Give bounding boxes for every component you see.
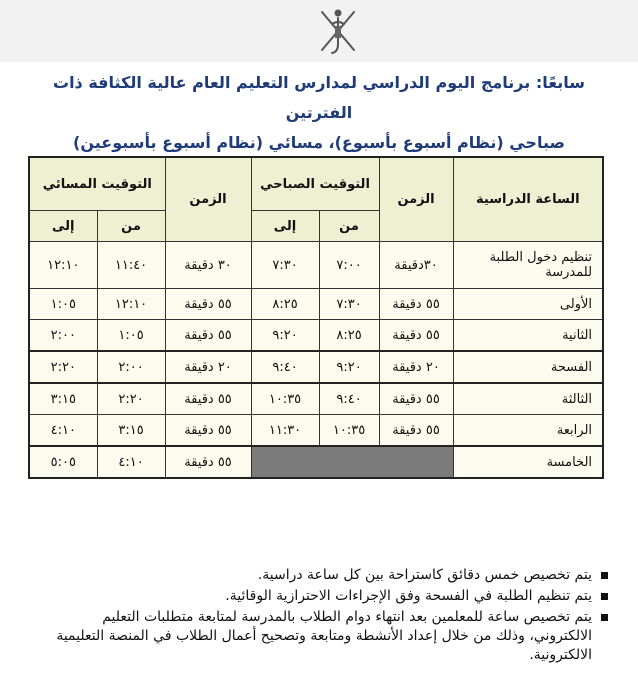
pm-to-cell: ٤:١٠ (29, 415, 97, 447)
title-text: برنامج اليوم الدراسي لمدارس التعليم العام عالية الكثافة ذات الفترتين (52, 73, 531, 122)
pm-duration-cell: ٥٥ دقيقة (165, 415, 251, 447)
am-duration-cell: ٥٥ دقيقة (379, 289, 453, 320)
list-item (48, 608, 608, 665)
period-cell: الثانية (453, 320, 603, 352)
am-duration-cell: ٢٠ دقيقة (379, 351, 453, 383)
pm-to-cell: ٢:٢٠ (29, 351, 97, 383)
pm-from-cell: ١:٠٥ (97, 320, 165, 352)
note-text: يتم تخصيص خمس دقائق كاستراحة بين كل ساعة دراسية. (257, 567, 592, 583)
table-row (29, 242, 603, 289)
period-cell: الثالثة (453, 383, 603, 415)
header-am-from: من (319, 211, 379, 242)
header-duration-am: الزمن (379, 157, 453, 242)
title-line-1 (20, 68, 618, 128)
am-from-cell: ٩:٤٠ (319, 383, 379, 415)
pm-to-cell: ١:٠٥ (29, 289, 97, 320)
period-cell: تنظيم دخول الطلبة للمدرسة (453, 242, 603, 289)
pm-duration-cell: ٥٥ دقيقة (165, 289, 251, 320)
am-to-cell: ١٠:٣٥ (251, 383, 319, 415)
am-from-cell: ١٠:٣٥ (319, 415, 379, 447)
note-text: يتم تنظيم الطلبة في الفسحة وفق الإجراءات الاحترازية الوقائية. (225, 588, 592, 604)
list-item (48, 587, 608, 606)
header-morning: التوقيت الصباحي (251, 157, 379, 211)
note-text: يتم تخصيص ساعة للمعلمين بعد انتهاء دوام الطلاب بالمدرسة لمتابعة متطلبات التعليم الالكتروني، وذلك من خلال إعداد الأنشطة ومتابعة وتصحيح أعمال الطلاب في المنصة التعليمية الالكترونية. (56, 609, 592, 663)
am-empty-cell (251, 446, 453, 478)
period-cell: الرابعة (453, 415, 603, 447)
pm-from-cell: ٤:١٠ (97, 446, 165, 478)
pm-duration-cell: ٥٥ دقيقة (165, 320, 251, 352)
am-to-cell: ٩:٤٠ (251, 351, 319, 383)
pm-to-cell: ١٢:١٠ (29, 242, 97, 289)
am-from-cell: ٩:٢٠ (319, 351, 379, 383)
header-pm-from: من (97, 211, 165, 242)
bullet-icon (601, 593, 608, 600)
pm-to-cell: ٥:٠٥ (29, 446, 97, 478)
table-row (29, 351, 603, 383)
pm-duration-cell: ٢٠ دقيقة (165, 351, 251, 383)
pm-from-cell: ١١:٤٠ (97, 242, 165, 289)
am-to-cell: ٧:٣٠ (251, 242, 319, 289)
pm-duration-cell: ٥٥ دقيقة (165, 383, 251, 415)
table-row (29, 383, 603, 415)
am-duration-cell: ٥٥ دقيقة (379, 383, 453, 415)
title-line-2: صباحي (نظام أسبوع بأسبوع)، مسائي (نظام أسبوع بأسبوعين) (73, 133, 565, 152)
table-row (29, 446, 603, 478)
period-cell: الأولى (453, 289, 603, 320)
pm-to-cell: ٢:٠٠ (29, 320, 97, 352)
period-cell: الفسحة (453, 351, 603, 383)
pm-from-cell: ٢:٠٠ (97, 351, 165, 383)
emblem-icon (316, 4, 360, 56)
list-item (48, 566, 608, 585)
am-from-cell: ٧:٠٠ (319, 242, 379, 289)
pm-from-cell: ٣:١٥ (97, 415, 165, 447)
bullet-icon (601, 572, 608, 579)
header-pm-to: إلى (29, 211, 97, 242)
am-from-cell: ٨:٢٥ (319, 320, 379, 352)
am-from-cell: ٧:٣٠ (319, 289, 379, 320)
period-cell: الخامسة (453, 446, 603, 478)
am-duration-cell: ٥٥ دقيقة (379, 320, 453, 352)
am-duration-cell: ٥٥ دقيقة (379, 415, 453, 447)
table-row (29, 320, 603, 352)
page-title (20, 68, 618, 158)
header-period: الساعة الدراسية (453, 157, 603, 242)
timetable (28, 156, 604, 479)
table-row (29, 415, 603, 447)
am-to-cell: ٩:٢٠ (251, 320, 319, 352)
table-row (29, 289, 603, 320)
header-am-to: إلى (251, 211, 319, 242)
am-to-cell: ١١:٣٠ (251, 415, 319, 447)
pm-duration-cell: ٥٥ دقيقة (165, 446, 251, 478)
am-duration-cell: ٣٠دقيقة (379, 242, 453, 289)
notes-list (48, 566, 608, 667)
title-prefix: سابعًا: (535, 73, 585, 92)
pm-from-cell: ٢:٢٠ (97, 383, 165, 415)
am-to-cell: ٨:٢٥ (251, 289, 319, 320)
header-evening: التوقيت المسائي (29, 157, 165, 211)
pm-to-cell: ٣:١٥ (29, 383, 97, 415)
pm-from-cell: ١٢:١٠ (97, 289, 165, 320)
bullet-icon (601, 614, 608, 621)
header-duration-pm: الزمن (165, 157, 251, 242)
pm-duration-cell: ٣٠ دقيقة (165, 242, 251, 289)
